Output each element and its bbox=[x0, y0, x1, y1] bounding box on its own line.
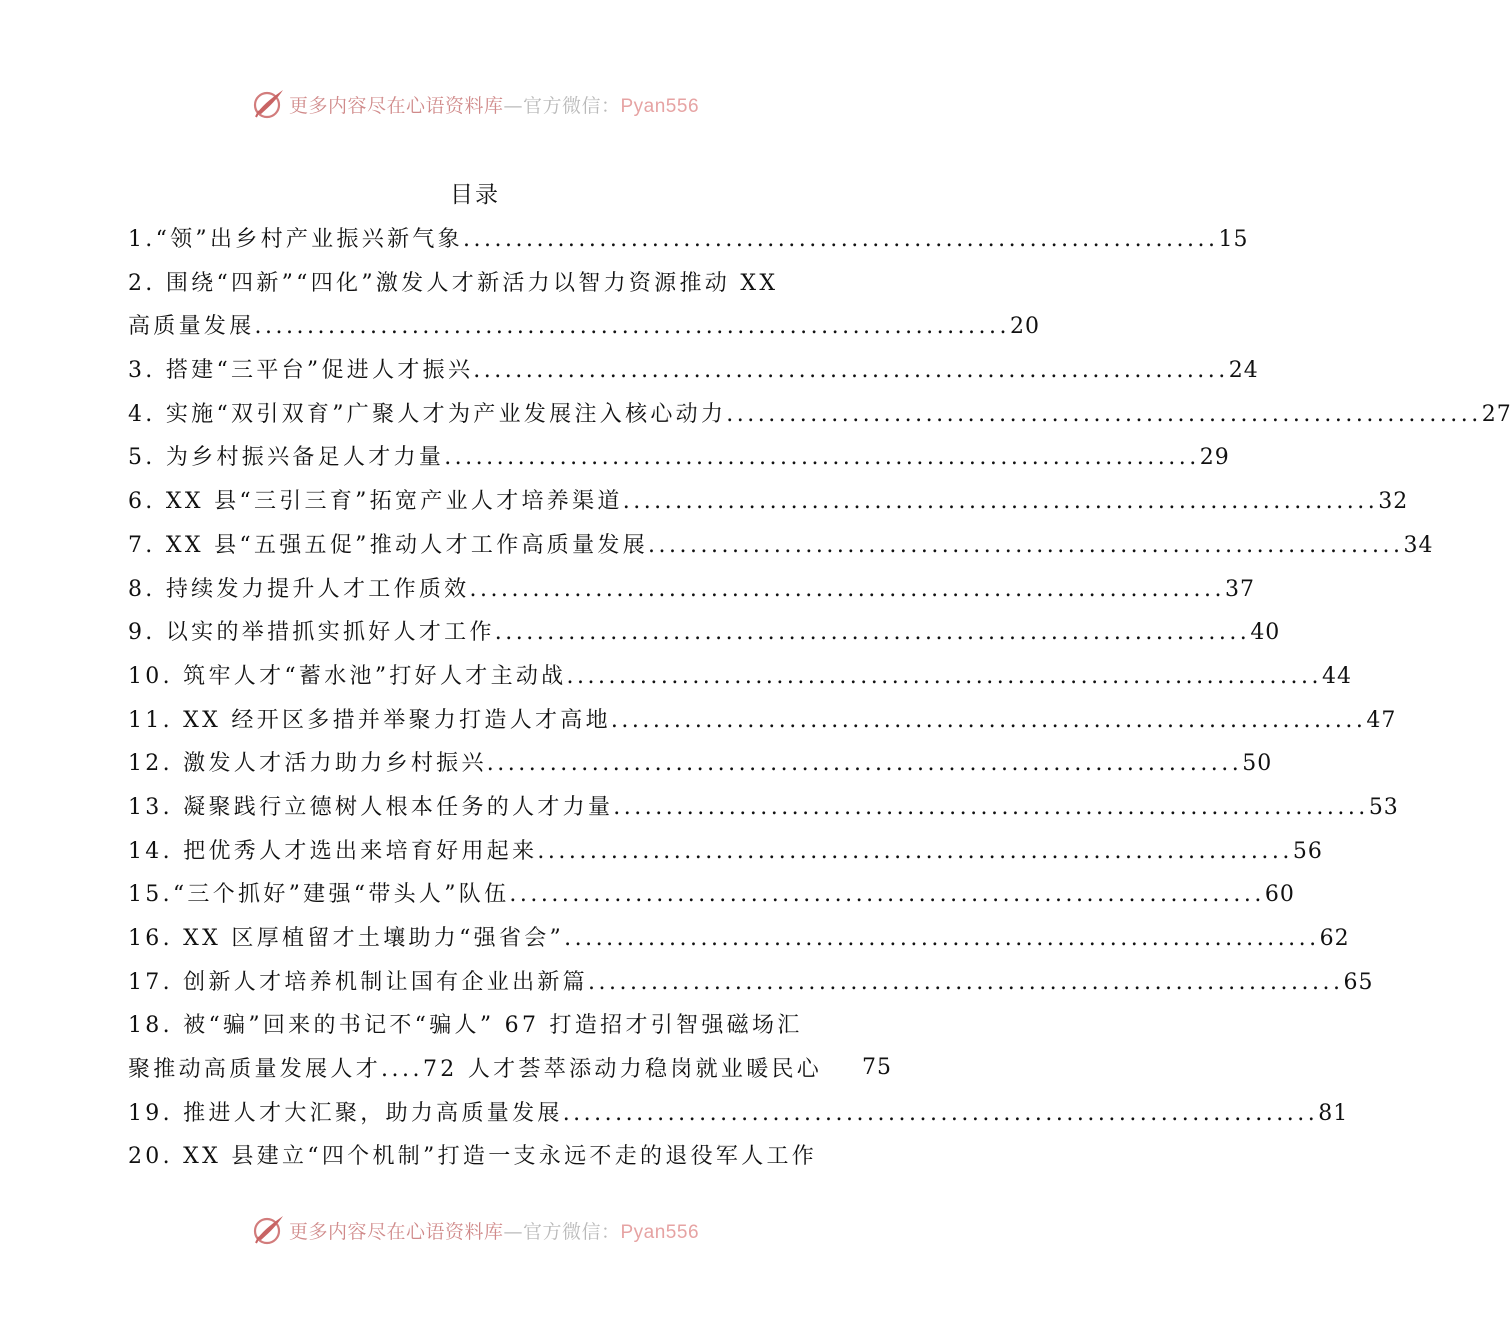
toc-entry-20[interactable] bbox=[128, 1135, 834, 1179]
leader-dots: ........................................................................ bbox=[564, 926, 1320, 951]
quill-logo-icon bbox=[251, 87, 285, 121]
toc-entry-9[interactable] bbox=[128, 611, 1281, 655]
toc-entry-14[interactable] bbox=[128, 830, 1323, 874]
leader-dots: ........................................................................ bbox=[486, 751, 1243, 777]
toc-entry-label-cont: 聚推动高质量发展人才 bbox=[128, 1057, 382, 1083]
toc-entry-18-cont[interactable] bbox=[128, 1048, 834, 1092]
leader-dots: ........................................................................ bbox=[469, 576, 1225, 602]
toc-entry-page: 27 bbox=[1481, 401, 1512, 427]
toc-entry-label-cont: 高质量发展 bbox=[128, 314, 255, 340]
toc-entry-label: 10. 筑牢人才“蓄水池”打好人才主动战 bbox=[128, 663, 567, 689]
toc-entry-page: 24 bbox=[1228, 358, 1259, 384]
toc-entry-page: 34 bbox=[1403, 532, 1434, 558]
toc-entry-8[interactable] bbox=[128, 568, 1255, 612]
toc-entry-label: 5. 为乡村振兴备足人才力量 bbox=[128, 445, 445, 471]
toc-entry-label: 18. 被“骗”回来的书记不“骗人” 67 打造招才引智强磁场汇 bbox=[128, 1013, 803, 1039]
quill-logo-icon bbox=[251, 1213, 285, 1247]
toc-entry-10[interactable] bbox=[128, 655, 1352, 699]
toc-entry-2[interactable] bbox=[128, 262, 834, 306]
toc-entry-label-cont: 72 人才荟萃添动力稳岗就业暖民心 bbox=[423, 1057, 823, 1083]
toc-entry-page: 29 bbox=[1199, 445, 1230, 471]
watermark-wechat-id: Pyan556 bbox=[620, 95, 700, 117]
toc-entry-5[interactable] bbox=[128, 436, 1230, 480]
toc-entry-12[interactable] bbox=[128, 742, 1273, 786]
toc-entry-15[interactable] bbox=[128, 873, 1295, 917]
leader-dots: ........................................................................ bbox=[566, 663, 1322, 689]
toc-entry-18[interactable] bbox=[128, 1004, 834, 1048]
toc-entry-page: 65 bbox=[1343, 969, 1374, 995]
toc-entry-label: 8. 持续发力提升人才工作质效 bbox=[128, 576, 470, 602]
watermark-text bbox=[289, 91, 699, 118]
leader-dots: ........................................................................ bbox=[562, 1100, 1319, 1126]
toc-entry-page: 37 bbox=[1225, 576, 1255, 602]
toc-entry-label: 14. 把优秀人才选出来培育好用起来 bbox=[128, 838, 538, 864]
toc-entry-page: 53 bbox=[1368, 794, 1399, 820]
toc-entry-page: 81 bbox=[1318, 1100, 1349, 1126]
leader-dots: ........................................................................ bbox=[444, 445, 1200, 471]
watermark-site: 更多内容尽在心语资料库 bbox=[288, 94, 504, 117]
toc-entry-page: 44 bbox=[1322, 663, 1352, 689]
leader-dots: ........................................................................ bbox=[610, 707, 1367, 733]
toc-entry-19[interactable] bbox=[128, 1092, 1349, 1136]
leader-dots: ........................................................................ bbox=[622, 489, 1379, 515]
leader-dots: ........................................................................ bbox=[254, 314, 1011, 340]
toc-entry-label: 11. XX 经开区多措并举聚力打造人才高地 bbox=[128, 707, 611, 733]
leader-dots: ........................................................................ bbox=[613, 794, 1369, 820]
watermark-wechat-label: —官方微信： bbox=[503, 1220, 621, 1243]
toc-entry-label: 13. 凝聚践行立德树人根本任务的人才力量 bbox=[128, 794, 614, 820]
leader-dots: ........................................................................ bbox=[537, 838, 1293, 864]
toc-entry-label: 15.“三个抓好”建强“带头人”队伍 bbox=[128, 882, 510, 908]
watermark-text bbox=[289, 1217, 699, 1244]
toc-entry-label: 6. XX 县“三引三育”拓宽产业人才培养渠道 bbox=[128, 489, 623, 515]
toc-entry-label: 12. 激发人才活力助力乡村振兴 bbox=[128, 751, 487, 777]
leader-dots: ........................................................................ bbox=[648, 532, 1404, 558]
toc-entry-page: 56 bbox=[1292, 838, 1323, 864]
leader-dots: ........................................................................ bbox=[473, 358, 1229, 384]
toc-entry-page: 15 bbox=[1218, 227, 1249, 252]
toc-entry-label: 16. XX 区厚植留才土壤助力“强省会” bbox=[128, 926, 565, 951]
toc-entry-1[interactable] bbox=[128, 218, 1249, 262]
toc-entry-17[interactable] bbox=[128, 961, 1374, 1005]
toc-entry-label: 9. 以实的举措抓实抓好人才工作 bbox=[128, 620, 495, 646]
table-of-contents bbox=[128, 218, 1512, 1179]
toc-title: 目录 bbox=[450, 182, 500, 208]
toc-entry-2-cont[interactable] bbox=[128, 305, 1041, 349]
toc-entry-13[interactable] bbox=[128, 786, 1399, 830]
toc-entry-3[interactable] bbox=[128, 349, 1259, 393]
toc-entry-label: 7. XX 县“五强五促”推动人才工作高质量发展 bbox=[128, 532, 648, 558]
toc-entry-6[interactable] bbox=[128, 480, 1409, 524]
leader-dots: ........................................................................ bbox=[726, 401, 1482, 427]
toc-entry-16[interactable] bbox=[128, 917, 1350, 961]
leader-dots: ........................................................................ bbox=[587, 969, 1344, 995]
toc-entry-page: 20 bbox=[1010, 314, 1041, 340]
leader-dots: ........................................................................ bbox=[463, 227, 1219, 252]
leader-dots: ........................................................................ bbox=[494, 620, 1251, 646]
toc-entry-label: 3. 搭建“三平台”促进人才振兴 bbox=[128, 358, 474, 384]
toc-entry-label: 19. 推进人才大汇聚，助力高质量发展 bbox=[128, 1100, 563, 1126]
toc-entry-label: 17. 创新人才培养机制让国有企业出新篇 bbox=[128, 969, 588, 995]
toc-entry-page: 60 bbox=[1264, 882, 1295, 908]
toc-entry-page: 40 bbox=[1250, 620, 1281, 646]
header-watermark-banner bbox=[0, 84, 950, 124]
toc-entry-4[interactable] bbox=[128, 393, 1512, 437]
watermark-site: 更多内容尽在心语资料库 bbox=[288, 1220, 504, 1243]
toc-entry-page: 62 bbox=[1319, 926, 1350, 951]
toc-entry-label: 4. 实施“双引双育”广聚人才为产业发展注入核心动力 bbox=[128, 401, 727, 427]
toc-entry-11[interactable] bbox=[128, 699, 1397, 743]
footer-watermark-banner bbox=[0, 1210, 950, 1250]
leader-dots: .... bbox=[381, 1057, 423, 1083]
watermark-wechat-label: —官方微信： bbox=[503, 94, 621, 117]
toc-entry-page: 32 bbox=[1378, 489, 1409, 515]
toc-entry-page-overflow: 75 bbox=[862, 1055, 892, 1080]
toc-entry-label: 1.“领”出乡村产业振兴新气象 bbox=[128, 227, 463, 252]
watermark-wechat-id: Pyan556 bbox=[620, 1221, 700, 1243]
leader-dots: ........................................................................ bbox=[509, 882, 1265, 908]
toc-entry-label: 20. XX 县建立“四个机制”打造一支永远不走的退役军人工作 bbox=[128, 1144, 818, 1170]
toc-entry-7[interactable] bbox=[128, 524, 1434, 568]
toc-entry-label: 2. 围绕“四新”“四化”激发人才新活力以智力资源推动 XX bbox=[128, 270, 779, 296]
toc-entry-page: 50 bbox=[1242, 751, 1273, 777]
toc-entry-page: 47 bbox=[1366, 707, 1397, 733]
